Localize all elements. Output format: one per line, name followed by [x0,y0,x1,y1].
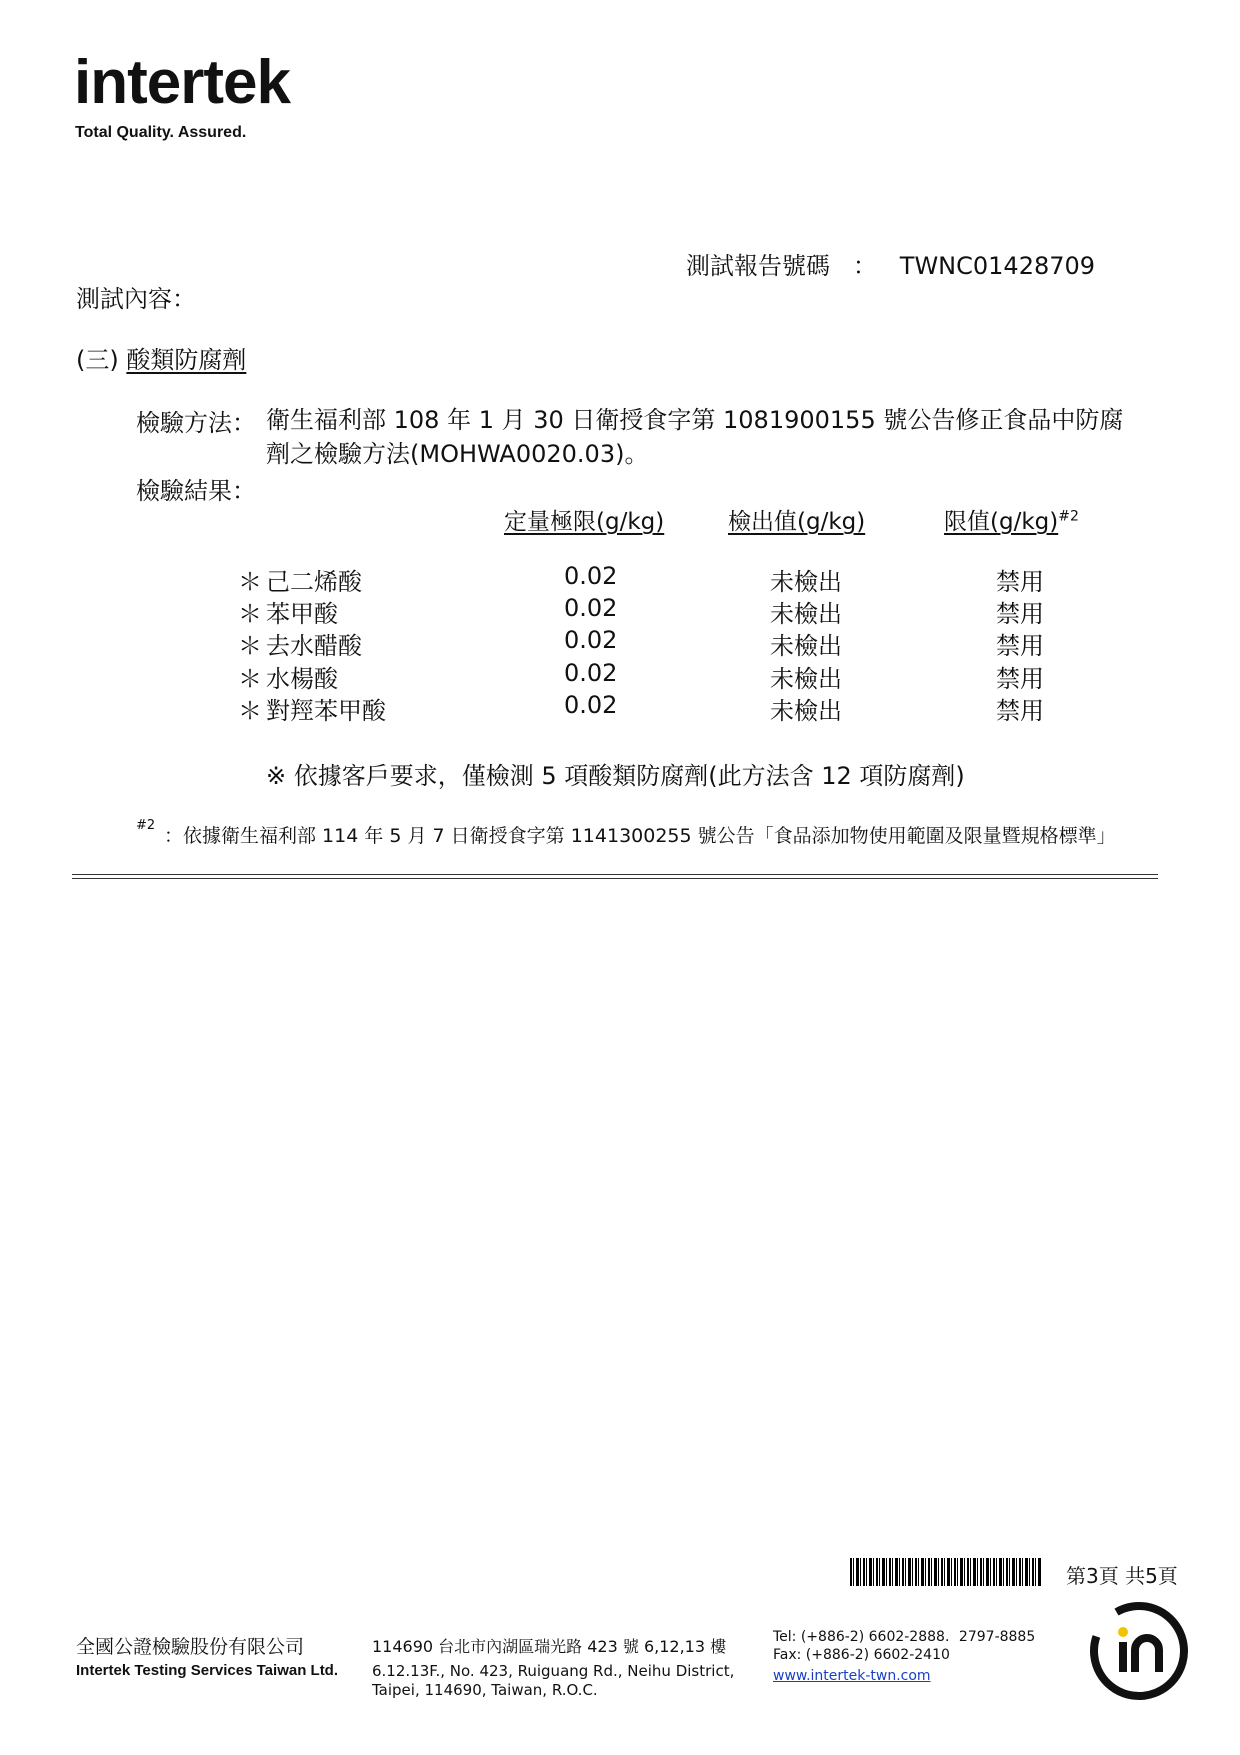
divider-line [72,878,1158,879]
row-limit: 禁用 [996,568,1044,596]
footnote-text: ：依據衛生福利部 114 年 5 月 7 日衛授食字第 1141300255 號公告「食品添加物使用範圍及限量暨規格標準」 [164,825,1116,847]
row-limit: 禁用 [996,697,1044,725]
header-limit [944,503,1079,536]
report-number [686,246,1095,281]
row-lod: 0.02 [564,594,618,622]
header-detected: 檢出值(g/kg) [728,509,866,535]
report-number-label: 測試報告號碼 [686,252,830,280]
address-zh: 114690 台北市內湖區瑞光路 423 號 6,12,13 樓 [372,1637,727,1656]
row-detected: 未檢出 [770,697,842,725]
row-limit: 禁用 [996,665,1044,693]
section-prefix: (三) [76,346,119,374]
test-content-label: 測試內容： [76,285,196,313]
row-detected: 未檢出 [770,632,842,660]
website-link[interactable]: www.intertek-twn.com [773,1668,931,1684]
client-request-note: ※ 依據客戶要求，僅檢測 5 項酸類防腐劑(此方法含 12 項防腐劑) [266,762,965,790]
row-name: 水楊酸 [266,665,338,693]
row-detected: 未檢出 [770,568,842,596]
row-name: 苯甲酸 [266,600,338,628]
logo-tagline: Total Quality. Assured. [75,124,247,141]
barcode [850,1558,1042,1586]
table-row [0,562,1240,595]
row-name: 去水醋酸 [266,632,362,660]
fax-number: Fax: (+886-2) 6602-2410 [773,1647,950,1663]
header-limit-text: 限值(g/kg) [944,509,1059,535]
row-detected: 未檢出 [770,600,842,628]
row-lod: 0.02 [564,626,618,654]
row-name: 對羥苯甲酸 [266,697,386,725]
header-lod: 定量極限(g/kg) [504,509,665,535]
company-name-zh: 全國公證檢驗股份有限公司 [76,1636,305,1658]
row-lod: 0.02 [564,562,618,590]
result-label: 檢驗結果： [136,477,256,505]
section-title: 酸類防腐劑 [126,346,247,374]
table-row [0,691,1240,724]
divider-line [72,874,1158,875]
report-number-value: TWNC01428709 [899,252,1096,280]
address-en-line1: 6.12.13F., No. 423, Ruiguang Rd., Neihu District, [372,1662,735,1680]
table-row [0,659,1240,692]
table-row [0,594,1240,627]
row-lod: 0.02 [564,691,618,719]
page-info: 第3頁 共5頁 [1066,1564,1178,1588]
row-mark: ＊ [238,600,262,628]
row-limit: 禁用 [996,600,1044,628]
method-text: 衛生福利部 108 年 1 月 30 日衛授食字第 1081900155 號公告修正食品中防腐劑之檢驗方法(MOHWA0020.03)。 [266,406,1124,468]
row-mark: ＊ [238,632,262,660]
section-heading [76,340,246,375]
row-lod: 0.02 [564,659,618,687]
footnote-mark: #2 [136,818,156,833]
report-number-separator: ： [852,252,877,280]
row-mark: ＊ [238,697,262,725]
intertek-seal-icon [1086,1598,1192,1704]
company-name-en: Intertek Testing Services Taiwan Ltd. [76,1662,339,1679]
table-row [0,626,1240,659]
header-limit-sup: #2 [1058,508,1079,525]
method-label: 檢驗方法： [136,409,256,437]
address-en-line2: Taipei, 114690, Taiwan, R.O.C. [372,1681,598,1699]
intertek-logo: intertek [74,48,290,117]
row-mark: ＊ [238,665,262,693]
row-mark: ＊ [238,568,262,596]
row-limit: 禁用 [996,632,1044,660]
row-detected: 未檢出 [770,665,842,693]
telephone: Tel: (+886-2) 6602-2888．2797-8885 [773,1629,1036,1645]
row-name: 己二烯酸 [266,568,362,596]
